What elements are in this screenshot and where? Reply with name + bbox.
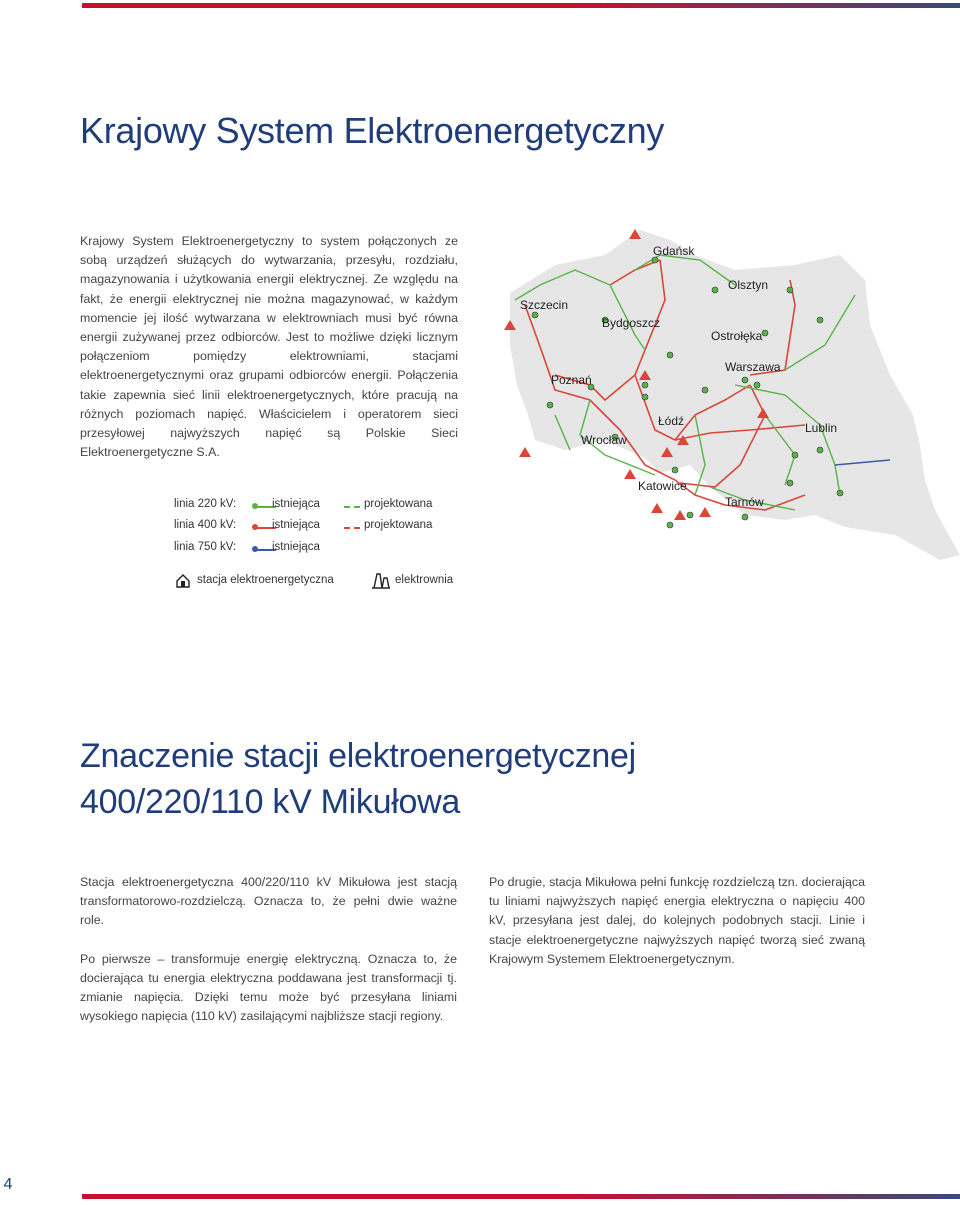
- section2-title-line2: 400/220/110 kV Mikułowa: [80, 783, 460, 821]
- legend-row-750: [174, 541, 474, 557]
- right-paragraph-1: Po drugie, stacja Mikułowa pełni funkcję rozdzielczą tzn. docierająca tu liniami najwyższych napięć energia elektryczna o napięciu 400 kV, przesyłana jest dalej, do kolejnych podobnych stacji. Linie i stacje elektroenergetyczne najwyższych napięć tworzą sieć zwaną Krajowym Systemem Elektroenergetycznym.: [489, 875, 865, 966]
- city-label-ostroleka: Ostrołęka: [711, 329, 763, 343]
- city-label-olsztyn: Olsztyn: [728, 278, 769, 292]
- left-paragraph-1: Stacja elektroenergetyczna 400/220/110 kV Mikułowa jest stacją transformatorowo-rozdzielczą. Oznacza to, że pełni dwie ważne role.: [80, 875, 457, 928]
- plant-legend-label: elektrownia: [395, 574, 454, 586]
- legend-750-existing: istniejąca: [272, 541, 320, 553]
- section-title: Krajowy System Elektroenergetyczny: [80, 110, 665, 151]
- line-220-dot: [252, 503, 258, 509]
- station-icon: [175, 573, 191, 589]
- legend-400-existing: istniejąca: [272, 519, 320, 531]
- legend-220-planned: projektowana: [364, 498, 433, 510]
- city-label-katowice: Katowice: [638, 479, 687, 493]
- line-750-dot: [252, 546, 258, 552]
- city-label-poznan: Poznań: [551, 373, 592, 387]
- city-label-lublin: Lublin: [805, 421, 838, 435]
- power-plant-icon: [371, 571, 391, 589]
- legend-220-existing: istniejąca: [272, 498, 320, 510]
- top-accent-bar: [82, 3, 960, 8]
- section2-title-line1: Znaczenie stacji elektroenergetycznej: [80, 737, 636, 775]
- legend-400-planned: projektowana: [364, 519, 433, 531]
- right-column: [489, 873, 865, 988]
- station-legend-label: stacja elektroenergetyczna: [197, 574, 334, 586]
- intro-paragraph: Krajowy System Elektroenergetyczny to system połączonych ze sobą urządzeń służących do wytwarzania, przesyłu, rozdziału, magazynowania i użytkowania energii elektrycznej. Ze względu na fakt, że energii elektrycznej nie można magazynować, w każdym momencie jej ilość wytwarzana w elektrowniach musi być równa energii zużywanej przez odbiorców. Jest to możliwe dzięki licznym połączeniom pomiędzy elektrowniami, stacjami elektroenergetycznymi oraz grupami odbiorców energii. Połączenia takie zapewnia sieć linii elektroenergetycznych, które pracują na różnych poziomach napięć. Właścicielem i operatorem sieci przesyłowej najwyższych napięć są Polskie Sieci Elektroenergetyczne S.A.: [80, 234, 458, 460]
- poland-grid-map: [495, 225, 960, 570]
- section2-title: [80, 733, 780, 825]
- line-220-dashed-swatch: [344, 506, 360, 508]
- city-label-bydgoszcz: Bydgoszcz: [602, 316, 661, 330]
- city-label-warszawa: Warszawa: [725, 360, 781, 374]
- line-400-dot: [252, 524, 258, 530]
- city-label-wroclaw: Wrocław: [581, 433, 627, 447]
- legend-220-label: linia 220 kV:: [174, 498, 237, 510]
- legend-400-label: linia 400 kV:: [174, 519, 237, 531]
- icons-legend: [175, 571, 475, 591]
- city-label-lodz: Łódź: [658, 414, 685, 428]
- legend-row-220: [174, 498, 474, 514]
- bottom-accent-bar: [82, 1194, 960, 1199]
- legend-750-label: linia 750 kV:: [174, 541, 237, 553]
- page-number: 4: [3, 1176, 13, 1193]
- legend-row-400: [174, 519, 474, 535]
- city-label-tarnow: Tarnów: [725, 495, 764, 509]
- line-400-dashed-swatch: [344, 527, 360, 529]
- left-paragraph-2: Po pierwsze – transformuje energię elektryczną. Oznacza to, że docierająca tu energia elektryczna poddawana jest transformacji tj. zmianie napięcia. Dzięki temu może być przesyłana liniami wysokiego napięcia (110 kV) zasilającymi najbliższe stacji regiony.: [80, 951, 457, 1024]
- city-label-gdansk: Gdańsk: [653, 244, 695, 258]
- city-label-szczecin: Szczecin: [520, 298, 569, 312]
- left-column: [80, 873, 457, 1045]
